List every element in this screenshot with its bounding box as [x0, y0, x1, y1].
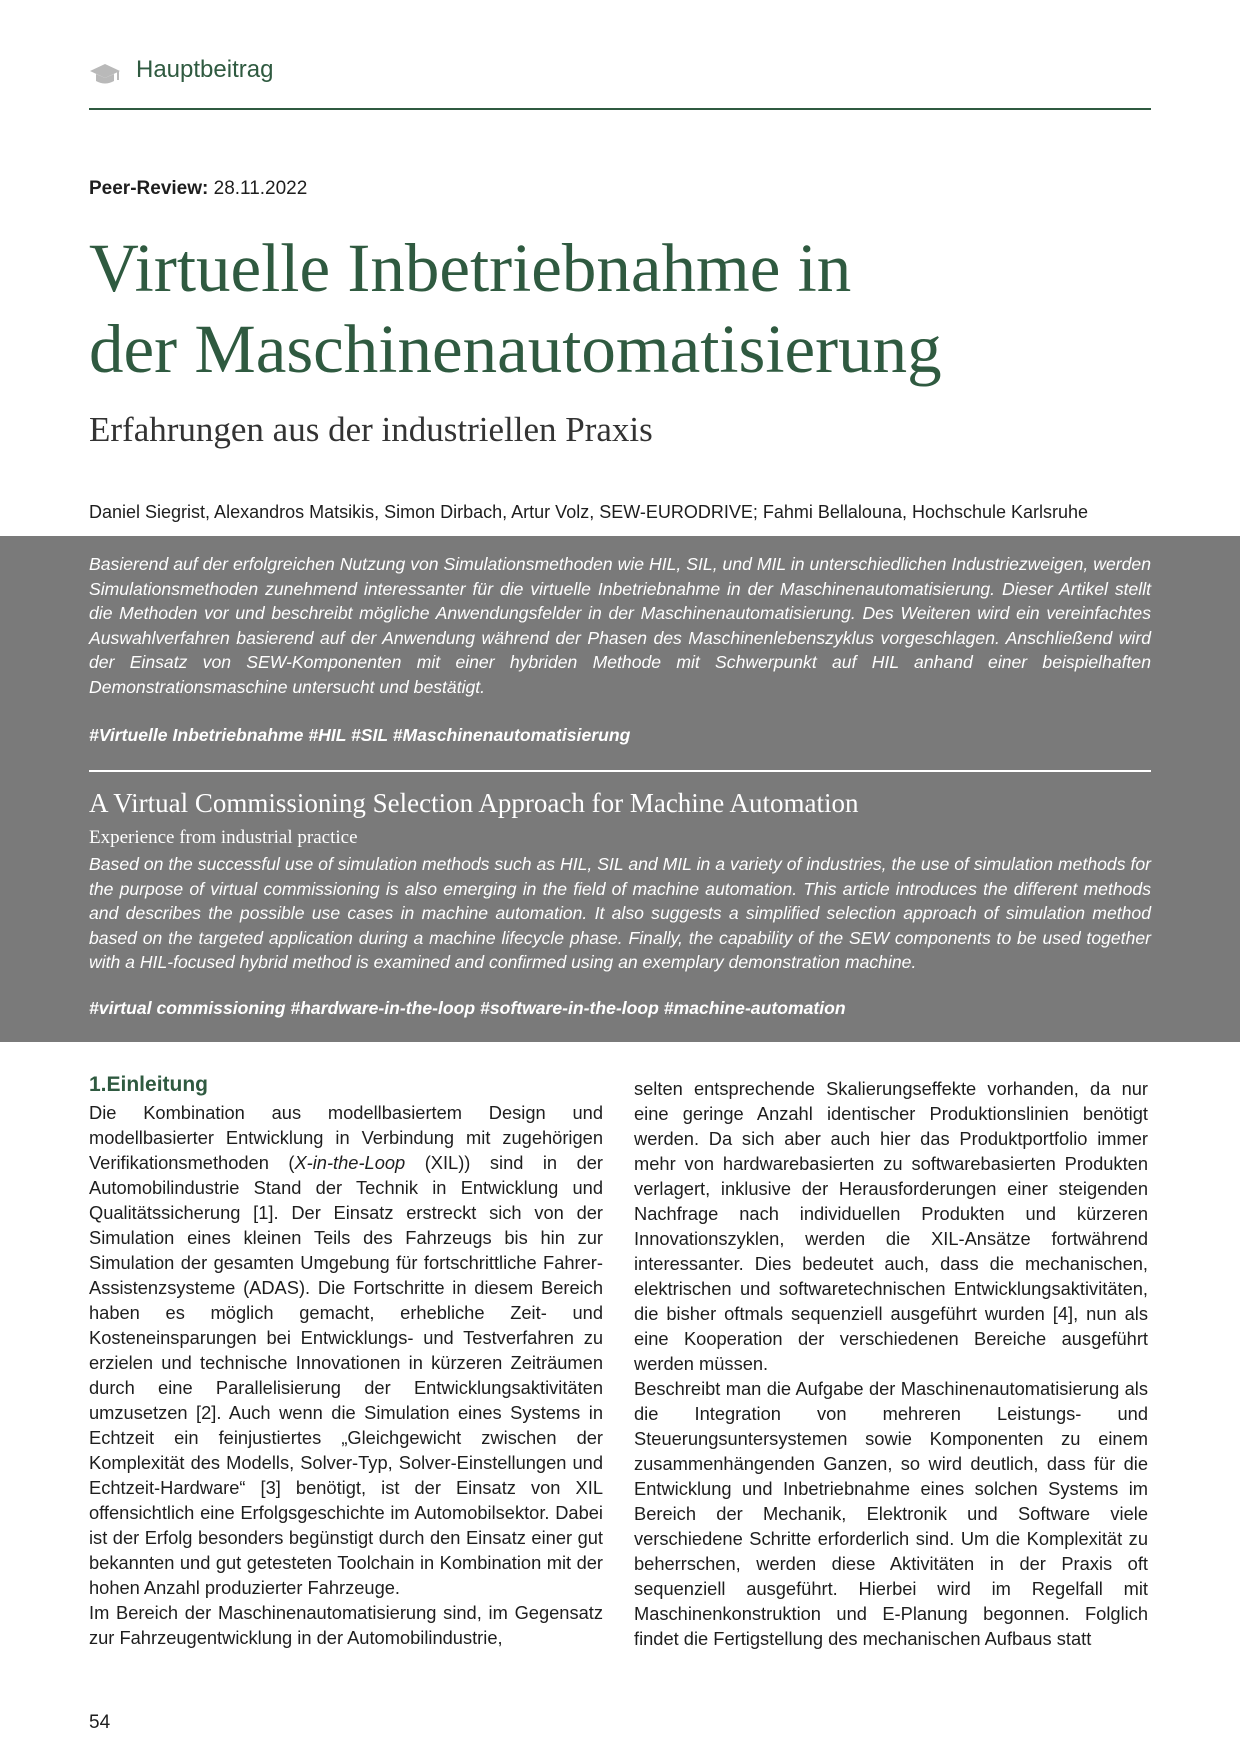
- abstract-box: [0, 536, 1240, 1042]
- english-title: A Virtual Commissioning Selection Approach for Machine Automation: [89, 788, 859, 818]
- title-line-2: der Maschinenautomatisierung: [89, 311, 942, 387]
- section-label: Hauptbeitrag: [136, 56, 274, 83]
- italic-term: X-in-the-Loop: [294, 1152, 406, 1173]
- body-paragraph: Die Kombination aus modellbasiertem Design und modellbasierter Entwicklung in Verbindung mit zugehörigen Verifikationsmethoden (X-in-the-Loop (XIL)) sind in der Automobilindustrie Stand der Technik in Entwicklung und Qualitätssicherung [1]. Der Einsatz erstreckt sich von der Simulation eines kleinen Teils des Fahrzeugs bis hin zur Simulation der gesamten Umgebung für fortschrittliche Fahrer-Assistenzsysteme (ADAS). Die Fortschritte in diesem Bereich haben es möglich gemacht, erhebliche Zeit- und Kosteneinsparungen bei Entwicklungs- und Testverfahren zu erzielen und technische Innovationen in kürzeren Zeiträumen durch eine Parallelisierung der Entwicklungsaktivitäten umzusetzen [2]. Auch wenn die Simulation eines Systems in Echtzeit ein feinjustiertes „Gleichgewicht zwischen der Komplexität des Modells, Solver-Typ, Solver-Einstellungen und Echtzeit-Hardware“ [3] benötigt, ist der Einsatz von XIL offensichtlich eine Erfolgsgeschichte im Automobilsektor. Dabei ist der Erfolg besonders begünstigt durch den Einsatz einer gut bekannten und gut getesteten Toolchain in Kombination mit der hohen Anzahl produzierter Fahrzeuge.: [89, 1102, 603, 1598]
- peer-review-date: 28.11.2022: [213, 178, 308, 199]
- section-header: [89, 54, 1151, 110]
- title-line-1: Virtuelle Inbetriebnahme in: [89, 230, 852, 306]
- body-paragraph: Im Bereich der Maschinenautomatisierung sind, im Gegensatz zur Fahrzeugentwicklung in der Automobilindustrie,: [89, 1602, 603, 1648]
- keywords-german: #Virtuelle Inbetriebnahme #HIL #SIL #Maschinenautomatisierung: [89, 725, 631, 745]
- abstract-english: Based on the successful use of simulation methods such as HIL, SIL and MIL in a variety of industries, the use of simulation methods for the purpose of virtual commissioning is also emerging in the field of machine automation. This article introduces the different methods and describes the possible use cases in machine automation. It also suggests a simplified selection approach of simulation method based on the targeted application during a machine lifecycle phase. Finally, the capability of the SEW components to be used together with a HIL-focused hybrid method is examined and confirmed using an exemplary demonstration machine.: [89, 854, 1151, 973]
- page-number: 54: [89, 1712, 111, 1733]
- abstract-divider: [89, 770, 1151, 772]
- english-subtitle: Experience from industrial practice: [89, 827, 358, 848]
- keywords-english: #virtual commissioning #hardware-in-the-loop #software-in-the-loop #machine-automation: [89, 998, 846, 1018]
- article-title: [89, 228, 1169, 390]
- body-column-left: [89, 1070, 603, 1650]
- peer-review-line: [89, 178, 307, 200]
- body-column-right: [634, 1076, 1148, 1651]
- body-paragraph: Beschreibt man die Aufgabe der Maschinenautomatisierung als die Integration von mehreren Leistungs- und Steuerungsuntersystemen sowie Komponenten zu einem zusammenhängenden Ganzen, so wird deutlich, dass für die Entwicklung und Inbetriebnahme eines solchen Systems im Bereich der Mechanik, Elektronik und Software viele verschiedene Schritte erforderlich sind. Um die Komplexität zu beherrschen, werden diese Aktivitäten in der Praxis oft sequenziell ausgeführt. Hierbei wird im Regelfall mit Maschinenkonstruktion und E-Planung begonnen. Folglich findet die Fertigstellung des mechanischen Aufbaus statt: [634, 1378, 1148, 1649]
- article-subtitle: Erfahrungen aus der industriellen Praxis: [89, 410, 653, 449]
- peer-review-label: Peer-Review:: [89, 178, 209, 199]
- author-list: Daniel Siegrist, Alexandros Matsikis, Simon Dirbach, Artur Volz, SEW-EURODRIVE; Fahmi Bellalouna, Hochschule Karlsruhe: [89, 502, 1089, 522]
- body-paragraph: selten entsprechende Skalierungseffekte vorhanden, da nur eine geringe Anzahl identischer Produktionslinien benötigt werden. Da sich aber auch hier das Produktportfolio immer mehr von hardwarebasierten zu softwarebasierten Produkten verlagert, inklusive der Herausforderungen einer steigenden Nachfrage nach individuellen Produkten und kürzeren Innovationszyklen, werden die XIL-Ansätze fortwährend interessanter. Dies bedeutet auch, dass die mechanischen, elektrischen und softwaretechnischen Entwicklungsaktivitäten, die bisher oftmals sequenziell ausgeführt wurden [4], nun als eine Kooperation der verschiedenen Bereiche ausgeführt werden müssen.: [634, 1078, 1148, 1374]
- graduation-cap-icon: [89, 62, 121, 86]
- abstract-german: Basierend auf der erfolgreichen Nutzung von Simulationsmethoden wie HIL, SIL, und MIL in unterschiedlichen Industriezweigen, werden Simulationsmethoden zunehmend interessanter für die virtuelle Inbetriebnahme in der Maschinenautomatisierung. Dieser Artikel stellt die Methoden vor und beschreibt mögliche Anwendungsfelder in der Maschinenautomatisierung. Des Weiteren wird ein vereinfachtes Auswahlverfahren basierend auf der Anwendung während der Phasen des Maschinenlebenszyklus vorgeschlagen. Anschließend wird der Einsatz von SEW-Komponenten mit einer hybriden Methode mit Schwerpunkt auf HIL anhand einer beispielhaften Demonstrationsmaschine untersucht und bestätigt.: [89, 554, 1151, 697]
- section-heading: 1.Einleitung: [89, 1073, 209, 1096]
